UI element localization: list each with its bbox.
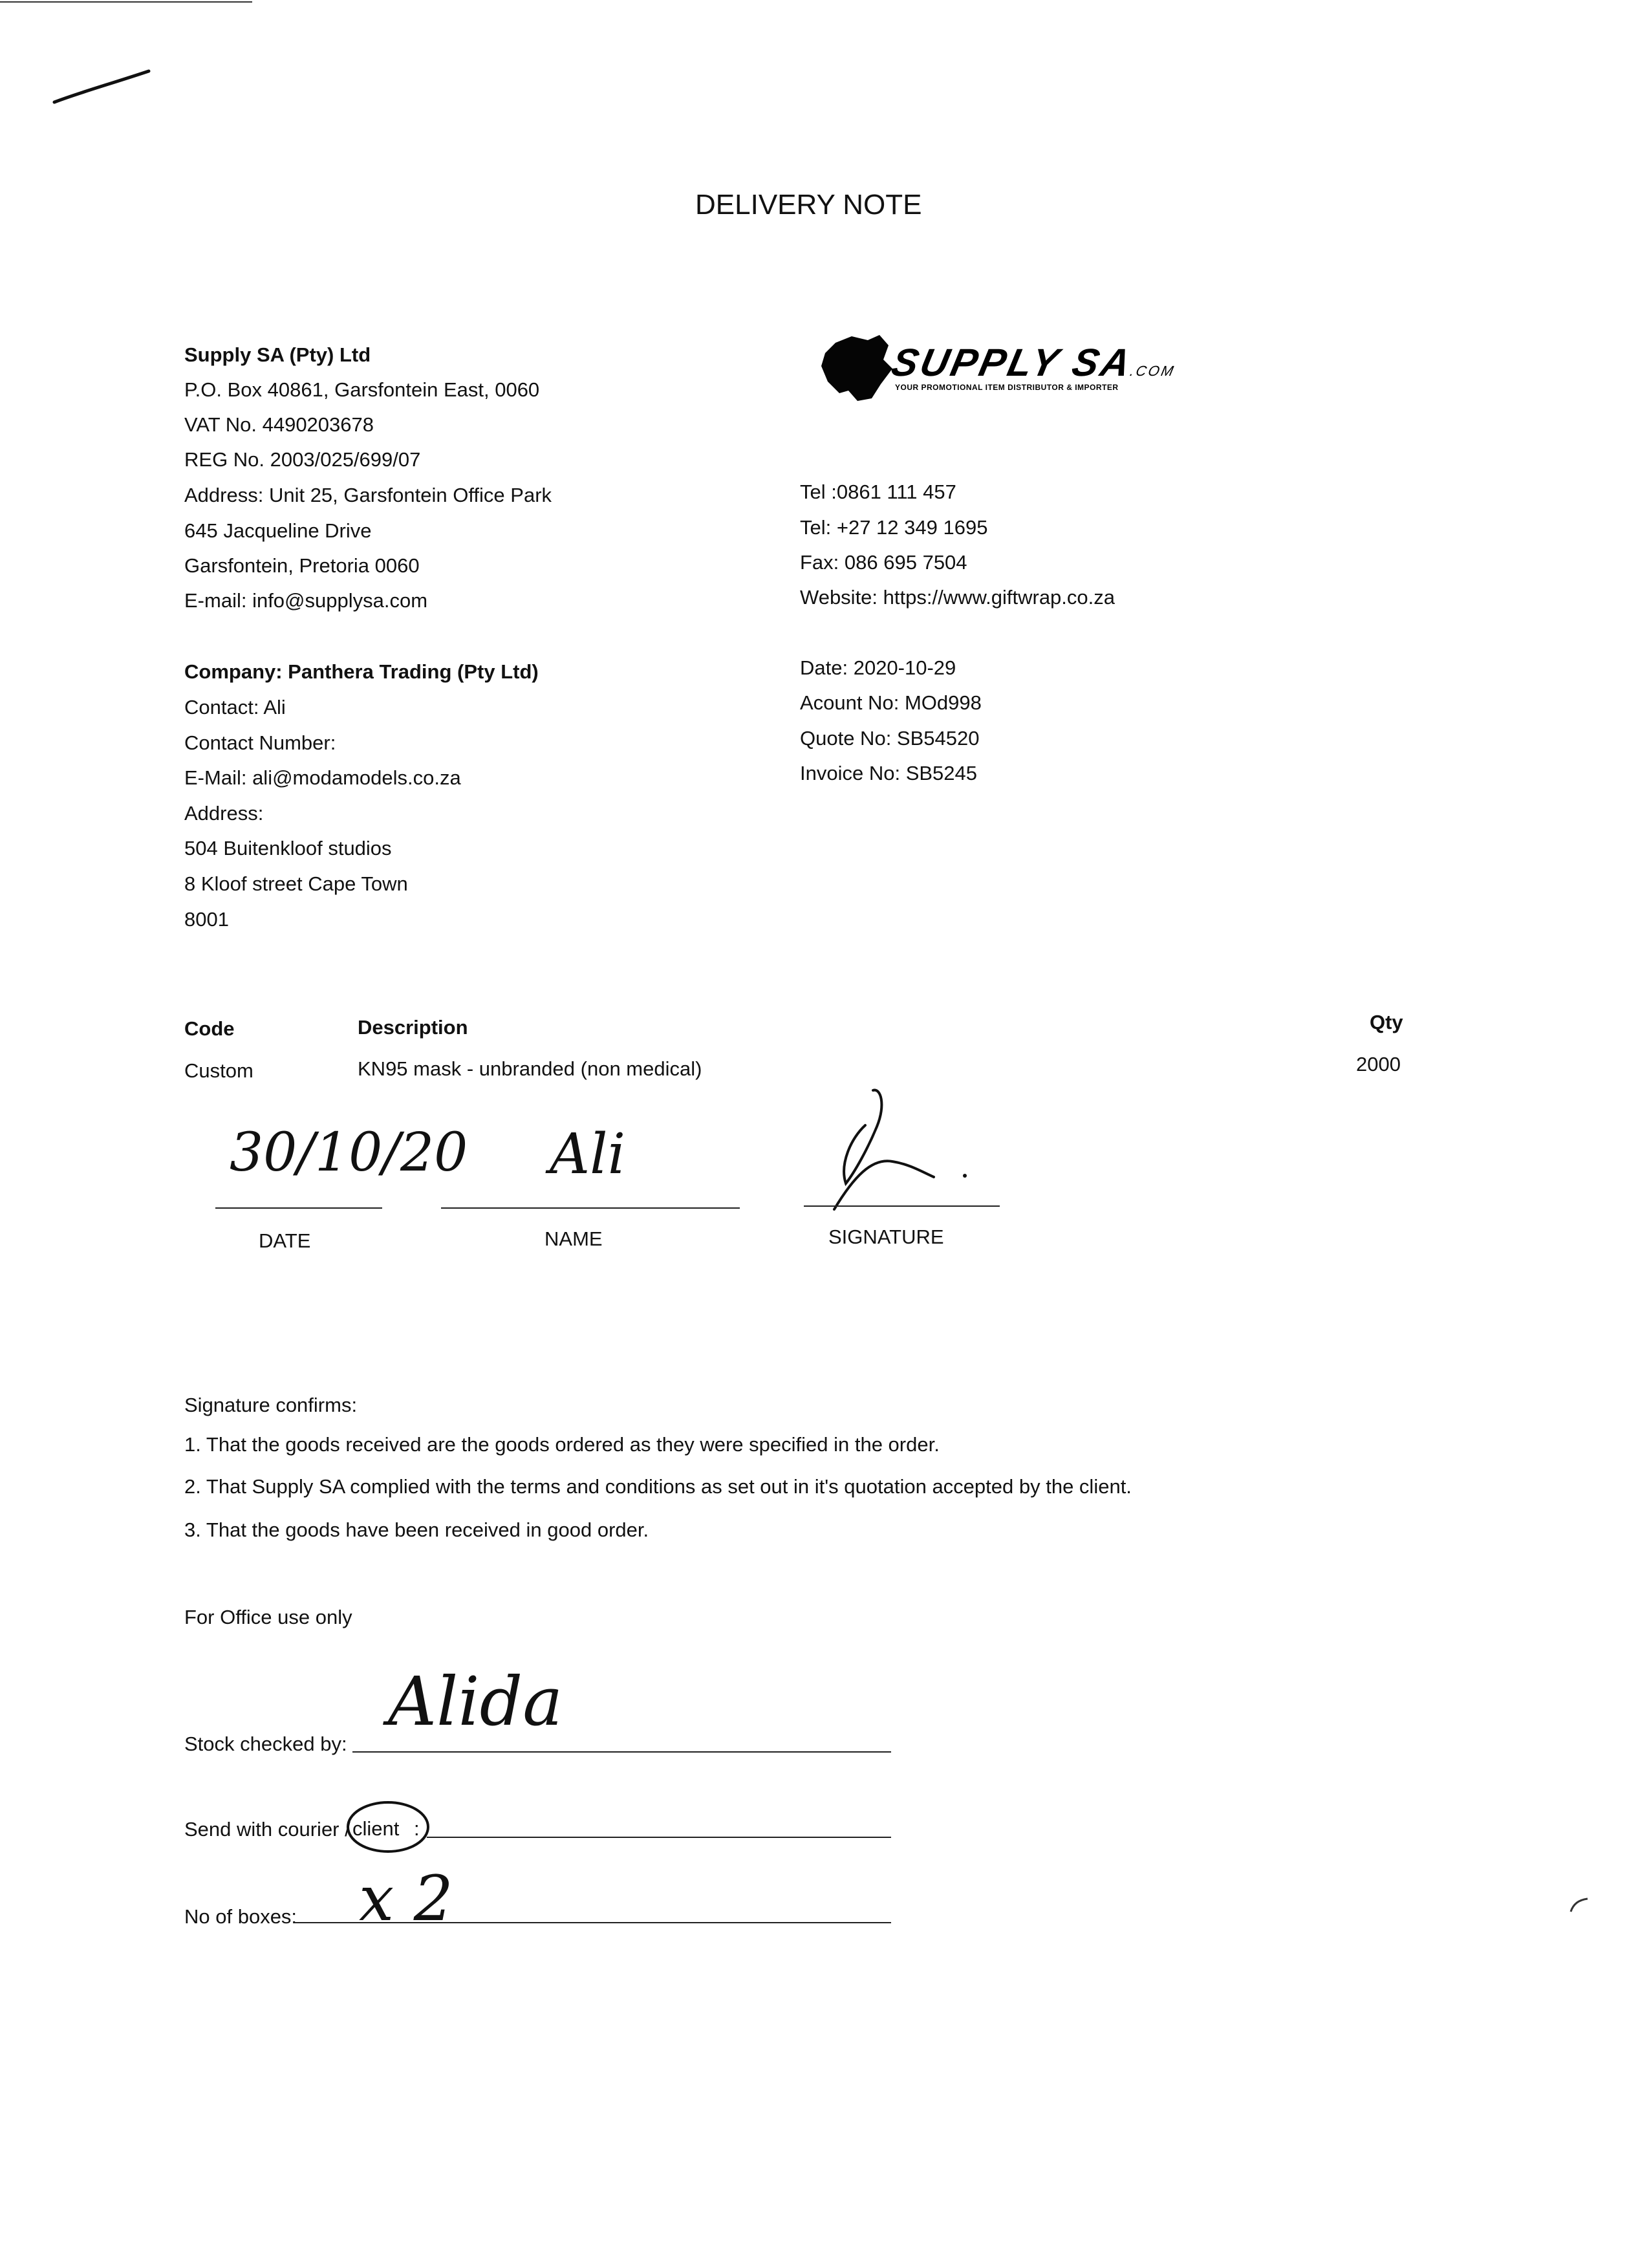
stock-checked-label: Stock checked by: — [184, 1733, 347, 1755]
contact-tel-2: Tel: +27 12 349 1695 — [800, 516, 988, 539]
item-code: Custom — [184, 1059, 253, 1082]
supplier-reg: REG No. 2003/025/699/07 — [184, 448, 421, 471]
page-title: DELIVERY NOTE — [695, 189, 922, 221]
courier-option-client: client — [352, 1817, 400, 1840]
confirmation-point-2: 2. That Supply SA complied with the terms and conditions as set out in it's quotation accepted by the client. — [184, 1475, 1132, 1498]
stock-checked-handwritten: Alida — [388, 1662, 563, 1741]
name-line — [441, 1207, 740, 1209]
column-header-code: Code — [184, 1017, 235, 1040]
courier-label: Send with courier / — [184, 1818, 350, 1841]
customer-company: Company: Panthera Trading (Pty Ltd) — [184, 660, 539, 683]
customer-address-3: 8001 — [184, 908, 229, 931]
customer-contact-number: Contact Number: — [184, 731, 336, 754]
courier-colon: : — [414, 1817, 420, 1840]
doc-quote-number: Quote No: SB54520 — [800, 727, 980, 750]
column-header-qty: Qty — [1370, 1011, 1403, 1033]
contact-fax: Fax: 086 695 7504 — [800, 551, 967, 574]
supplier-vat: VAT No. 4490203678 — [184, 413, 374, 436]
supplier-address-1: Address: Unit 25, Garsfontein Office Park — [184, 484, 552, 506]
boxes-label: No of boxes: — [184, 1905, 297, 1928]
pen-stroke-mark — [52, 65, 155, 110]
name-handwritten: Ali — [550, 1122, 626, 1187]
signature-label: SIGNATURE — [828, 1226, 944, 1248]
contact-website: Website: https://www.giftwrap.co.za — [800, 586, 1116, 609]
margin-mark — [1568, 1895, 1594, 1914]
supplier-email: E-mail: info@supplysa.com — [184, 589, 428, 612]
date-handwritten: 30/10/20 — [230, 1122, 468, 1183]
boxes-line — [294, 1922, 891, 1923]
customer-address-1: 504 Buitenkloof studios — [184, 837, 392, 859]
logo-suffix: .COM — [1128, 363, 1177, 379]
contact-tel-1: Tel :0861 111 457 — [800, 481, 956, 503]
item-qty: 2000 — [1356, 1053, 1401, 1075]
scan-edge-mark — [0, 1, 252, 3]
stock-checked-line — [352, 1751, 891, 1753]
supplier-address-2: 645 Jacqueline Drive — [184, 519, 372, 542]
supplier-address-3: Garsfontein, Pretoria 0060 — [184, 554, 420, 577]
date-line — [215, 1207, 382, 1209]
client-circle-mark — [343, 1798, 433, 1856]
customer-address-2: 8 Kloof street Cape Town — [184, 872, 408, 895]
boxes-handwritten: x 2 — [359, 1863, 453, 1935]
africa-map-icon — [816, 331, 900, 402]
customer-contact: Contact: Ali — [184, 696, 286, 718]
confirmation-heading: Signature confirms: — [184, 1394, 358, 1416]
courier-line — [427, 1837, 891, 1838]
signature-line — [804, 1205, 1000, 1207]
customer-address-label: Address: — [184, 802, 264, 825]
supplier-name: Supply SA (Pty) Ltd — [184, 343, 371, 366]
office-use-heading: For Office use only — [184, 1606, 352, 1628]
doc-account-number: Acount No: MOd998 — [800, 691, 982, 714]
doc-invoice-number: Invoice No: SB5245 — [800, 762, 978, 784]
column-header-description: Description — [358, 1016, 468, 1039]
confirmation-point-1: 1. That the goods received are the goods ordered as they were specified in the order. — [184, 1433, 940, 1456]
date-label: DATE — [259, 1229, 311, 1252]
signature-scribble — [795, 1086, 983, 1216]
confirmation-point-3: 3. That the goods have been received in good order. — [184, 1518, 649, 1541]
customer-email: E-Mail: ali@modamodels.co.za — [184, 766, 461, 789]
supply-sa-logo — [816, 331, 1178, 402]
supplier-po-box: P.O. Box 40861, Garsfontein East, 0060 — [184, 378, 540, 401]
doc-date: Date: 2020-10-29 — [800, 656, 956, 679]
name-label: NAME — [544, 1227, 603, 1250]
logo-brand: SUPPLY SA — [887, 341, 1137, 384]
item-description: KN95 mask - unbranded (non medical) — [358, 1057, 702, 1080]
logo-tagline: YOUR PROMOTIONAL ITEM DISTRIBUTOR & IMPORTER — [895, 383, 1119, 392]
